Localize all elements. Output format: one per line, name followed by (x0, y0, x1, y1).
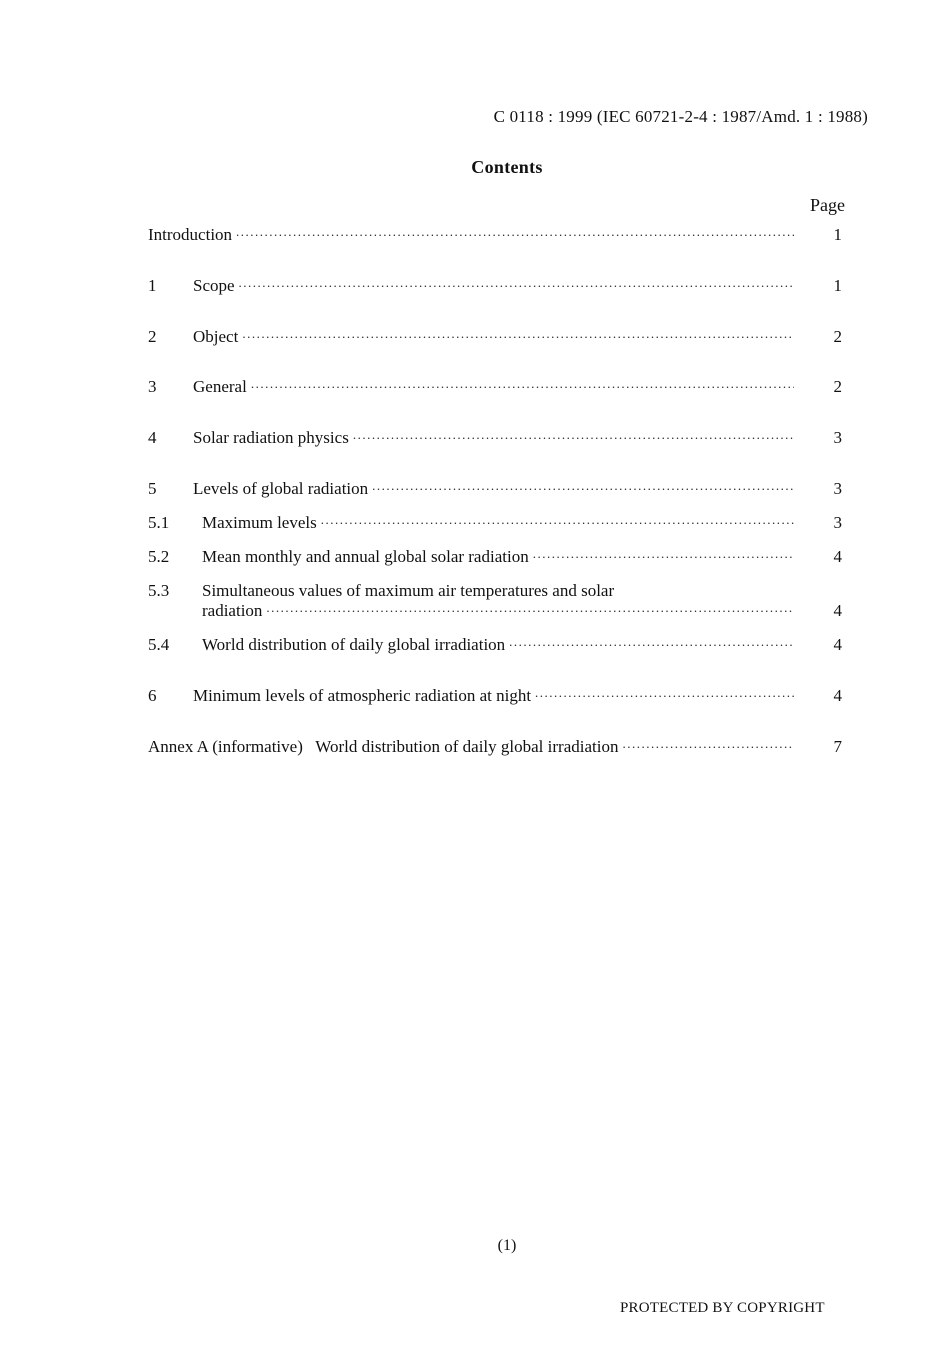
page-column-label: Page (810, 195, 845, 215)
toc-entry-scope[interactable] (148, 276, 848, 296)
toc-entry-page: 4 (833, 601, 842, 620)
toc-entry-number: 5 (148, 479, 157, 498)
toc-entry-mean-monthly-radiation[interactable] (148, 547, 848, 567)
toc-entry-page: 3 (833, 479, 842, 498)
toc-entry-label-line2: radiation (202, 601, 263, 620)
toc-entry-annex-a[interactable] (148, 737, 848, 757)
toc-entry-number: 4 (148, 428, 157, 447)
toc-entry-page: 2 (833, 377, 842, 396)
toc-entry-label: Object (193, 327, 239, 346)
toc-entry-page: 3 (833, 428, 842, 447)
toc-entry-label: Maximum levels (202, 513, 317, 532)
toc-entry-page: 4 (833, 635, 842, 654)
toc-entry-label: World distribution of daily global irradiation (202, 635, 506, 654)
toc-entry-number: 6 (148, 686, 157, 705)
toc-entry-maximum-levels[interactable] (148, 513, 848, 533)
leader-dots (236, 222, 794, 242)
toc-entry-label: Scope (193, 276, 235, 295)
toc-entry-page: 1 (833, 225, 842, 244)
toc-entry-page: 4 (833, 686, 842, 705)
toc-entry-label: Minimum levels of atmospheric radiation at night (193, 686, 532, 705)
toc-entry-label: Solar radiation physics (193, 428, 349, 447)
toc-entry-solar-radiation-physics[interactable] (148, 428, 848, 448)
copyright-notice: PROTECTED BY COPYRIGHT (620, 1300, 825, 1316)
leader-dots (239, 273, 794, 293)
leader-dots (353, 425, 794, 445)
toc-entry-label: General (193, 377, 247, 396)
toc-entry-number: 2 (148, 327, 157, 346)
toc-entry-minimum-levels[interactable] (148, 686, 848, 706)
toc-entry-introduction[interactable] (148, 225, 848, 245)
toc-entry-page: 1 (833, 276, 842, 295)
toc-entry-number: 5.2 (148, 547, 170, 566)
leader-dots (321, 510, 794, 530)
toc-entry-page: 2 (833, 327, 842, 346)
toc-entry-number: 5.3 (148, 581, 170, 600)
toc-entry-number: 5.4 (148, 635, 170, 654)
toc-entry-simultaneous-values[interactable] (148, 581, 848, 621)
toc-entry-label: Introduction (148, 225, 233, 244)
toc-title: Contents (471, 157, 543, 177)
leader-dots (251, 374, 794, 394)
toc-entry-page: 3 (833, 513, 842, 532)
toc-entry-label: Levels of global radiation (193, 479, 369, 498)
toc-entry-number: 3 (148, 377, 157, 396)
toc-entry-page: 4 (833, 547, 842, 566)
leader-dots (509, 632, 794, 652)
leader-dots (622, 734, 794, 754)
toc-entry-number: 5.1 (148, 513, 170, 532)
toc-entry-world-distribution[interactable] (148, 635, 848, 655)
toc-entry-levels-of-global-radiation[interactable] (148, 479, 848, 499)
toc-entry-general[interactable] (148, 377, 848, 397)
page-number: (1) (497, 1237, 517, 1254)
toc-entry-page: 7 (833, 737, 842, 756)
leader-dots (533, 544, 794, 564)
leader-dots (242, 324, 794, 344)
leader-dots (372, 476, 794, 496)
toc-entry-object[interactable] (148, 327, 848, 347)
toc-entry-number: 1 (148, 276, 157, 295)
document-header: C 0118 : 1999 (IEC 60721-2-4 : 1987/Amd. 1 : 1988) (493, 107, 868, 126)
leader-dots (266, 598, 794, 618)
toc-entry-label-line1: Simultaneous values of maximum air temperatures and solar (202, 581, 615, 600)
toc-entry-label: Mean monthly and annual global solar radiation (202, 547, 529, 566)
leader-dots (535, 683, 794, 703)
toc-entry-label: Annex A (informative) World distribution of daily global irradiation (148, 737, 619, 756)
